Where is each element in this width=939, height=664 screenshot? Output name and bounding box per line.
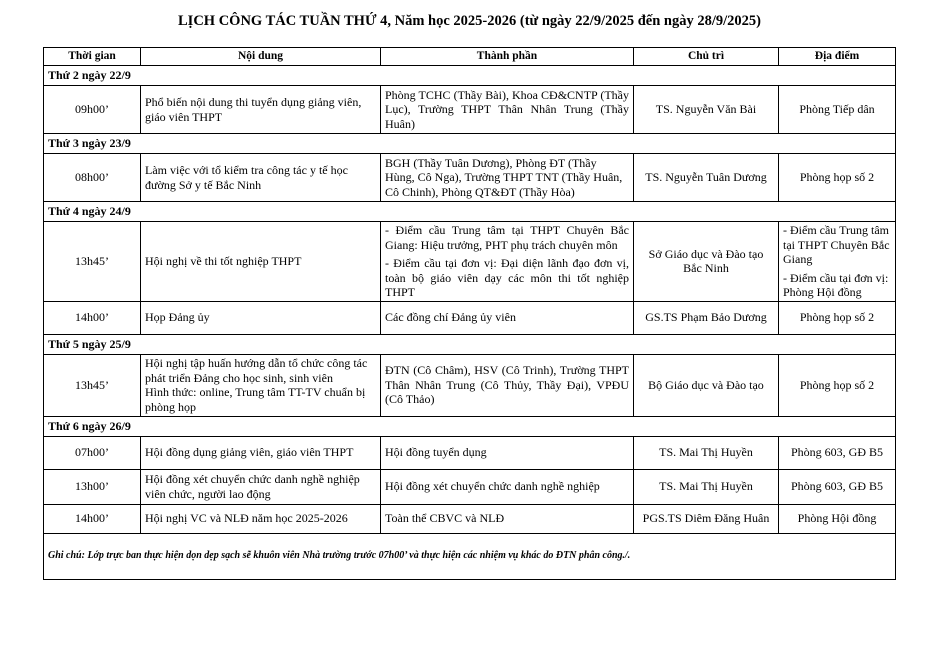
day-label: Thứ 5 ngày 25/9 [44,334,896,354]
schedule-table [43,47,896,580]
row-participants: Hội đồng xét chuyển chức danh nghề nghiệp [381,469,634,504]
row-chair: TS. Mai Thị Huyền [634,469,779,504]
row-time: 14h00’ [44,301,141,334]
row-location: Phòng Tiếp dân [779,86,896,134]
row-participants: Phòng TCHC (Thầy Bài), Khoa CĐ&CNTP (Thầy Lục), Trường THPT Thân Nhân Trung (Thầy Huân) [381,86,634,134]
row-content: Hội nghị về thi tốt nghiệp THPT [141,222,381,302]
day-label: Thứ 6 ngày 26/9 [44,416,896,436]
row-time: 07h00’ [44,436,141,469]
day-row [44,134,896,154]
row-participants: Hội đồng tuyển dụng [381,436,634,469]
day-row [44,416,896,436]
row-chair: PGS.TS Diêm Đăng Huân [634,504,779,533]
row-location: Phòng 603, GĐ B5 [779,469,896,504]
table-row [44,301,896,334]
page-title: LỊCH CÔNG TÁC TUẦN THỨ 4, Năm học 2025-2026 (từ ngày 22/9/2025 đến ngày 28/9/2025) [178,13,761,29]
row-location: Phòng họp số 2 [779,154,896,202]
row-chair: TS. Mai Thị Huyền [634,436,779,469]
table-row [44,154,896,202]
row-location: Phòng họp số 2 [779,301,896,334]
day-label: Thứ 4 ngày 24/9 [44,202,896,222]
row-location: Phòng họp số 2 [779,354,896,416]
row-content: Hội đồng dụng giảng viên, giáo viên THPT [141,436,381,469]
row-time: 13h45’ [44,354,141,416]
row-participants: Toàn thể CBVC và NLĐ [381,504,634,533]
content-part-2: Hình thức: online, Trung tâm TT-TV chuẩn bị phòng họp [145,385,366,414]
day-row [44,66,896,86]
header-content: Nội dung [141,48,381,66]
location-part-1: - Điểm cầu Trung tâm tại THPT Chuyên Bắc Giang [783,223,890,266]
day-label: Thứ 3 ngày 23/9 [44,134,896,154]
row-location: Phòng Hội đồng [779,504,896,533]
row-participants: BGH (Thầy Tuân Dương), Phòng ĐT (Thầy Hùng, Cô Nga), Trường THPT TNT (Thầy Huân, Cô Chinh), Phòng QT&ĐT (Thầy Hòa) [381,154,634,202]
location-part-2: - Điểm cầu tại đơn vị: Phòng Hội đồng [783,270,889,299]
day-row [44,334,896,354]
row-time: 09h00’ [44,86,141,134]
row-participants [381,222,634,302]
row-participants: Các đồng chí Đảng ủy viên [381,301,634,334]
row-content: Hội đồng xét chuyển chức danh nghề nghiệp viên chức, người lao động [141,469,381,504]
row-time: 14h00’ [44,504,141,533]
day-label: Thứ 2 ngày 22/9 [44,66,896,86]
row-chair: Bộ Giáo dục và Đào tạo [634,354,779,416]
row-content: Phổ biến nội dung thi tuyển dụng giảng viên, giáo viên THPT [141,86,381,134]
day-row [44,202,896,222]
table-row [44,469,896,504]
header-chair: Chủ trì [634,48,779,66]
row-chair: GS.TS Phạm Bảo Dương [634,301,779,334]
header-row [44,48,896,66]
row-content [141,354,381,416]
row-time: 08h00’ [44,154,141,202]
content-part-1: Hội nghị tập huấn hướng dẫn tổ chức công tác phát triển Đảng cho học sinh, sinh viên [145,356,368,385]
table-row [44,436,896,469]
table-row [44,86,896,134]
row-participants: ĐTN (Cô Châm), HSV (Cô Trinh), Trường THPT Thân Nhân Trung (Cô Thủy, Thầy Đại), VPĐU (Cô Thảo) [381,354,634,416]
row-time: 13h45’ [44,222,141,302]
row-chair: TS. Nguyễn Văn Bài [634,86,779,134]
row-location: Phòng 603, GĐ B5 [779,436,896,469]
row-content: Hội nghị VC và NLĐ năm học 2025-2026 [141,504,381,533]
participants-part-2: - Điểm cầu tại đơn vị: Đại diện lãnh đạo đơn vị, toàn bộ giáo viên dạy các môn thi tốt nghiệp THPT [385,256,629,299]
row-chair: TS. Nguyễn Tuân Dương [634,154,779,202]
row-location [779,222,896,302]
row-content: Làm việc với tổ kiểm tra công tác y tế học đường Sở y tế Bắc Ninh [141,154,381,202]
table-row [44,354,896,416]
header-time: Thời gian [44,48,141,66]
table-row [44,504,896,533]
header-location: Địa điểm [779,48,896,66]
row-time: 13h00’ [44,469,141,504]
note-text: Ghi chú: Lớp trực ban thực hiện dọn dẹp sạch sẽ khuôn viên Nhà trường trước 07h00’ và thực hiện các nhiệm vụ khác do ĐTN phân công./. [44,533,896,579]
row-content: Họp Đảng ủy [141,301,381,334]
note-row [44,533,896,579]
row-chair: Sở Giáo dục và Đào tạo Bắc Ninh [634,222,779,302]
participants-part-1: - Điểm cầu Trung tâm tại THPT Chuyên Bắc Giang: Hiệu trưởng, PHT phụ trách chuyên môn [385,223,629,252]
header-participants: Thành phần [381,48,634,66]
table-row [44,222,896,302]
